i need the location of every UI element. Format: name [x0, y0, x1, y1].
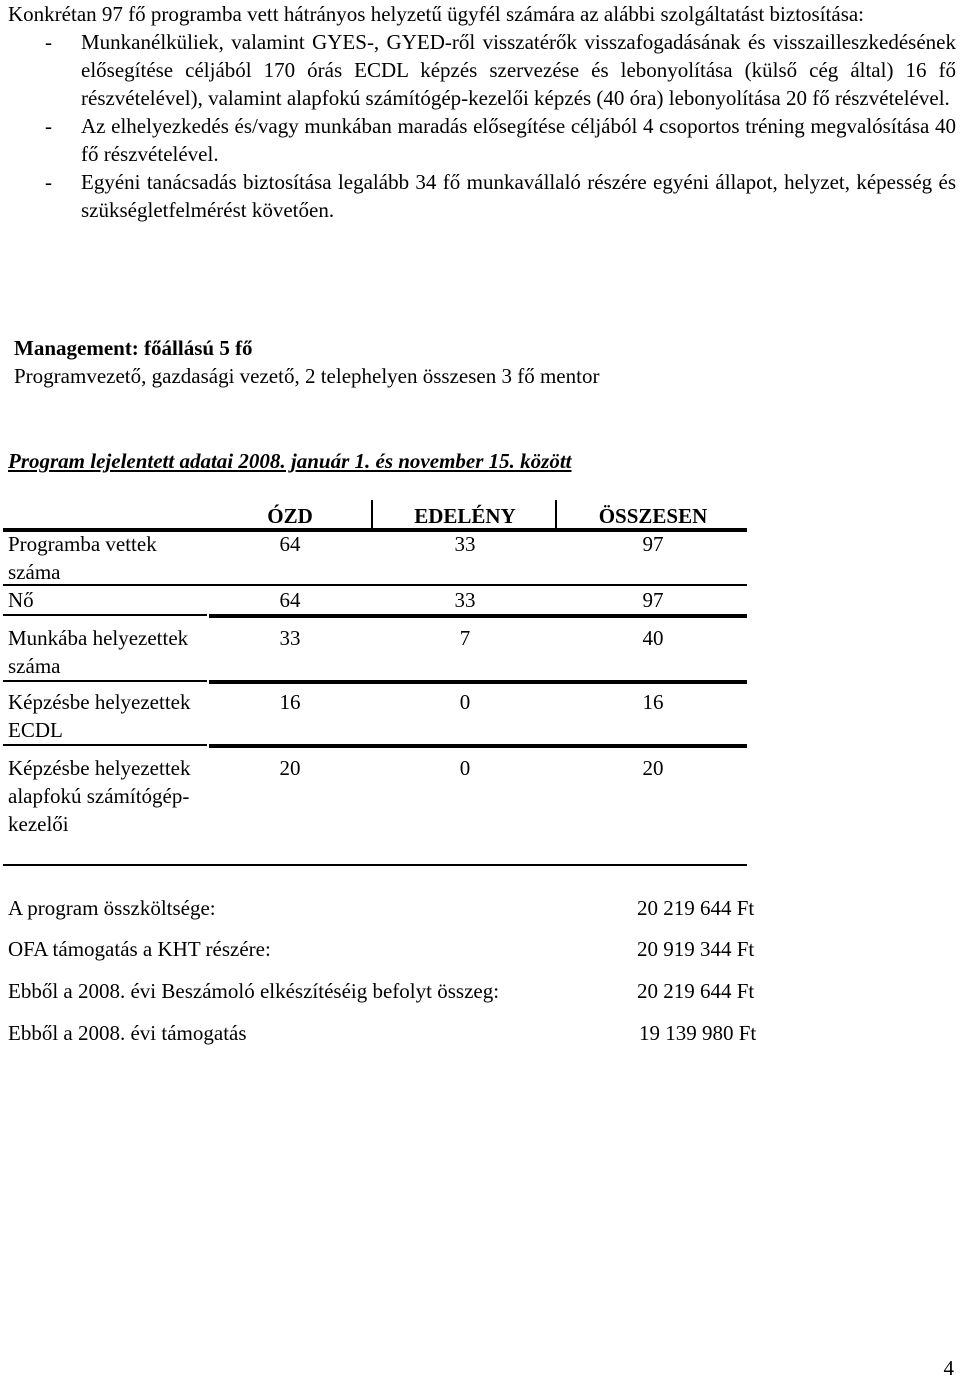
table-cell: 16	[279, 690, 301, 714]
management-section	[14, 334, 599, 390]
table-cell: 16	[642, 690, 664, 714]
row-divider	[3, 680, 207, 682]
cost-value: 19 139 980 Ft	[639, 1021, 757, 1045]
management-text: Programvezető, gazdasági vezető, 2 telephelyen összesen 3 fő mentor	[14, 364, 600, 388]
table-cell: 64	[279, 532, 301, 556]
table-cell: 97	[642, 532, 664, 556]
header-divider	[555, 500, 557, 528]
row-divider	[3, 744, 207, 746]
list-item	[8, 28, 956, 112]
management-heading: Management: főállású 5 fő	[14, 336, 253, 360]
table-cell: 40	[642, 626, 664, 650]
list-item	[8, 112, 956, 168]
table-cell: 33	[279, 626, 301, 650]
column-header-osszesen: ÖSSZESEN	[598, 504, 708, 528]
table-cell: 20	[279, 756, 301, 780]
program-data-title: Program lejelentett adatai 2008. január 1. és november 15. között	[8, 449, 572, 473]
list-item-text: Az elhelyezkedés és/vagy munkában maradás elősegítése céljából 4 csoportos tréning megvalósítása 40 fő részvételével.	[81, 114, 956, 166]
table-cell: 33	[454, 532, 476, 556]
cost-value: 20 219 644 Ft	[637, 979, 755, 1003]
bullet-dash: -	[45, 30, 52, 54]
row-label: Képzésbe helyezettek ECDL	[8, 690, 191, 742]
cost-label: A program összköltsége:	[8, 896, 216, 920]
cost-row	[8, 977, 788, 1005]
table-cell: 7	[459, 626, 471, 650]
column-header-edeleny: EDELÉNY	[414, 504, 516, 528]
service-list	[8, 28, 956, 224]
table-cell: 20	[642, 756, 664, 780]
row-label: Képzésbe helyezettek alapfokú számítógép-kezelői	[8, 756, 191, 836]
program-data-table	[3, 500, 747, 870]
row-divider	[209, 680, 747, 684]
list-item-text: Egyéni tanácsadás biztosítása legalább 34 fő munkavállaló részére egyéni állapot, helyzet, képesség és szükségletfelmérést követően.	[81, 170, 956, 222]
list-item-text: Munkanélküliek, valamint GYES-, GYED-ről visszatérők visszafogadásának és visszailleszkedésének elősegítése céljából 170 órás ECDL képzés szervezése és lebonyolítása (külső cég által) 16 fő részvételével), valamint alapfokú számítógép-kezelői képzés (40 óra) lebonyolítása 20 fő részvételével.	[81, 30, 956, 110]
table-bottom-rule	[3, 864, 747, 866]
page-number: 4	[943, 1356, 954, 1380]
bullet-dash: -	[45, 170, 52, 194]
cost-value: 20 919 344 Ft	[637, 937, 755, 961]
cost-row	[8, 935, 788, 963]
bullet-dash: -	[45, 114, 52, 138]
table-cell: 33	[454, 588, 476, 612]
table-cell: 64	[279, 588, 301, 612]
cost-label: OFA támogatás a KHT részére:	[8, 937, 271, 961]
cost-label: Ebből a 2008. évi támogatás	[8, 1021, 247, 1045]
header-divider	[371, 500, 373, 528]
intro-paragraph: Konkrétan 97 fő programba vett hátrányos helyzetű ügyfél számára az alábbi szolgáltatást biztosítása:	[8, 2, 865, 26]
row-label: Nő	[8, 588, 34, 612]
intro-section	[8, 0, 956, 224]
table-cell: 0	[459, 690, 471, 714]
row-divider	[209, 614, 747, 618]
row-divider	[209, 744, 747, 748]
list-item	[8, 168, 956, 224]
column-header-ozd: ÓZD	[267, 504, 313, 528]
row-label: Programba vettek száma	[8, 532, 157, 584]
row-divider	[3, 614, 207, 616]
cost-row	[8, 894, 788, 922]
cost-label: Ebből a 2008. évi Beszámoló elkészítéséig befolyt összeg:	[8, 979, 500, 1003]
table-cell: 97	[642, 588, 664, 612]
table-cell: 0	[459, 756, 471, 780]
cost-row	[8, 1019, 788, 1047]
cost-value: 20 219 644 Ft	[637, 896, 755, 920]
row-label: Munkába helyezettek száma	[8, 626, 189, 678]
